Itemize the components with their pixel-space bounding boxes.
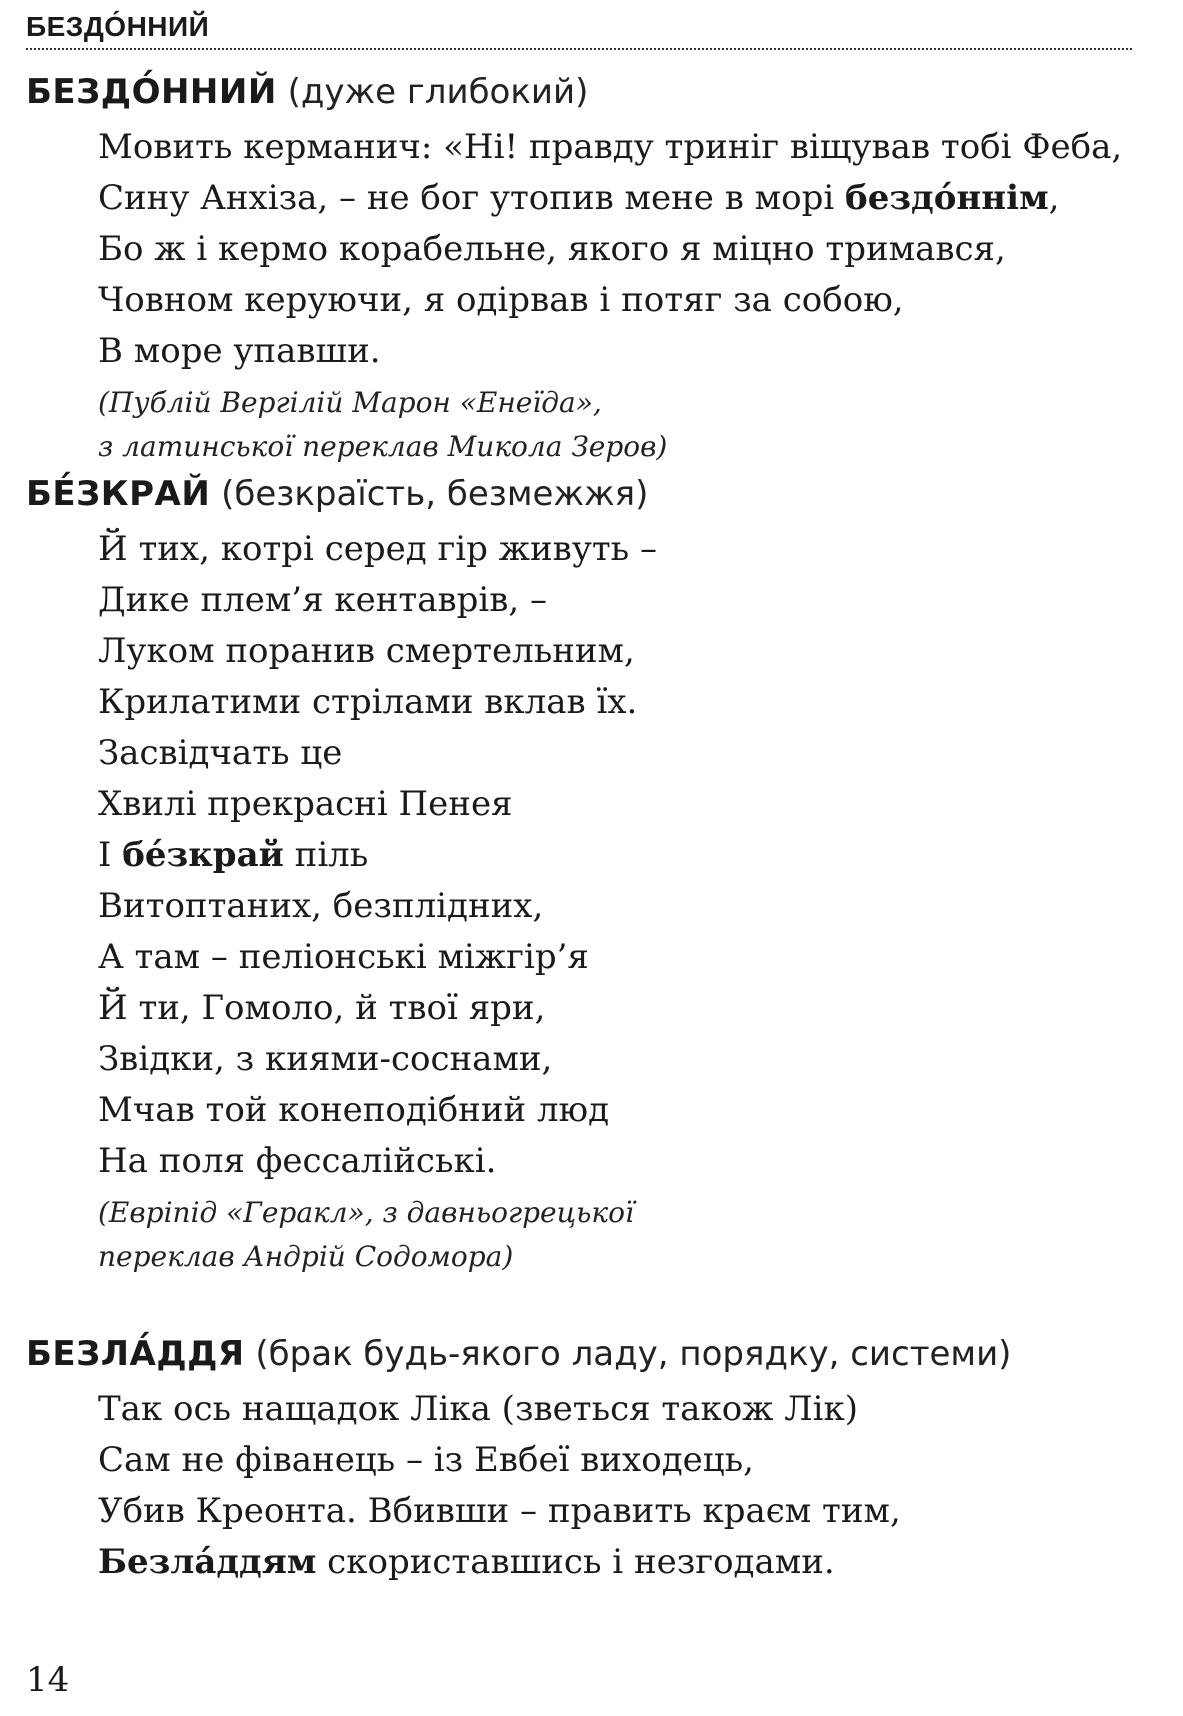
verse-line: В море упавши. bbox=[98, 331, 381, 371]
entry-heading bbox=[26, 70, 1146, 114]
verse-line: Витоптаних, безплідних, bbox=[98, 886, 544, 926]
gloss: (дуже глибокий) bbox=[287, 72, 589, 112]
verse-line: А там – пеліонські міжгір’я bbox=[98, 937, 589, 977]
running-head: БЕЗДО́ННИЙ bbox=[26, 10, 1132, 50]
verse-quote bbox=[98, 1384, 1146, 1588]
gloss: (брак будь-якого ладу, порядку, системи) bbox=[255, 1334, 1012, 1374]
headword: БЕЗДО́ННИЙ bbox=[26, 72, 277, 112]
verse-line: Бо ж і кермо корабельне, якого я міцно тримався, bbox=[98, 229, 1006, 269]
verse-line: Човном керуючи, я одірвав і потяг за собою, bbox=[98, 280, 904, 320]
verse-line: Крилатими стрілами вклав їх. bbox=[98, 682, 638, 722]
verse-line: Безла́ддям скориставшись і незгодами. bbox=[98, 1542, 835, 1582]
headword: БЕ́ЗКРАЙ bbox=[26, 474, 211, 514]
headword: БЕЗЛА́ДДЯ bbox=[26, 1334, 245, 1374]
verse-line: Так ось нащадок Ліка (зветься також Лік) bbox=[98, 1389, 859, 1429]
verse-line: Луком поранив смертельним, bbox=[98, 631, 635, 671]
verse-line: І бе́зкрай піль bbox=[98, 835, 369, 875]
verse-line: Дике плем’я кентаврів, – bbox=[98, 580, 548, 620]
verse-line: Сам не фіванець – із Евбеї виходець, bbox=[98, 1440, 754, 1480]
verse-quote bbox=[98, 122, 1146, 377]
highlighted-word: бе́зкрай bbox=[122, 835, 284, 875]
source-citation: (Евріпід «Геракл», з давньогрецької переклав Андрій Содомора) bbox=[98, 1196, 634, 1273]
verse-line: На поля фессалійські. bbox=[98, 1141, 497, 1181]
dictionary-entry bbox=[26, 472, 1146, 1279]
verse-quote bbox=[98, 524, 1146, 1187]
verse-line: Убив Креонта. Вбивши – править краєм тим, bbox=[98, 1491, 901, 1531]
source-citation: (Публій Вергілій Марон «Енеїда», з латинської переклав Микола Зеров) bbox=[98, 386, 668, 463]
verse-line: Хвилі прекрасні Пенея bbox=[98, 784, 513, 824]
page-number: 14 bbox=[26, 1660, 70, 1700]
highlighted-word: Безла́ддям bbox=[98, 1542, 317, 1582]
highlighted-word: бездо́ннім bbox=[845, 178, 1049, 218]
dictionary-entry bbox=[26, 70, 1146, 469]
entry-heading bbox=[26, 472, 1146, 516]
verse-line: Мовить керманич: «Ні! правду триніг віщував тобі Феба, bbox=[98, 127, 1123, 167]
verse-line: Сину Анхіза, – не бог утопив мене в морі бездо́ннім, bbox=[98, 178, 1060, 218]
verse-line: Й тих, котрі серед гір живуть – bbox=[98, 529, 657, 569]
gloss: (безкраїсть, безмежжя) bbox=[221, 474, 649, 514]
verse-line: Засвідчать це bbox=[98, 733, 343, 773]
entry-heading bbox=[26, 1332, 1146, 1376]
verse-line: Й ти, Гомоло, й твої яри, bbox=[98, 988, 546, 1028]
verse-line: Мчав той конеподібний люд bbox=[98, 1090, 610, 1130]
dictionary-entry bbox=[26, 1332, 1146, 1588]
verse-line: Звідки, з киями-соснами, bbox=[98, 1039, 553, 1079]
